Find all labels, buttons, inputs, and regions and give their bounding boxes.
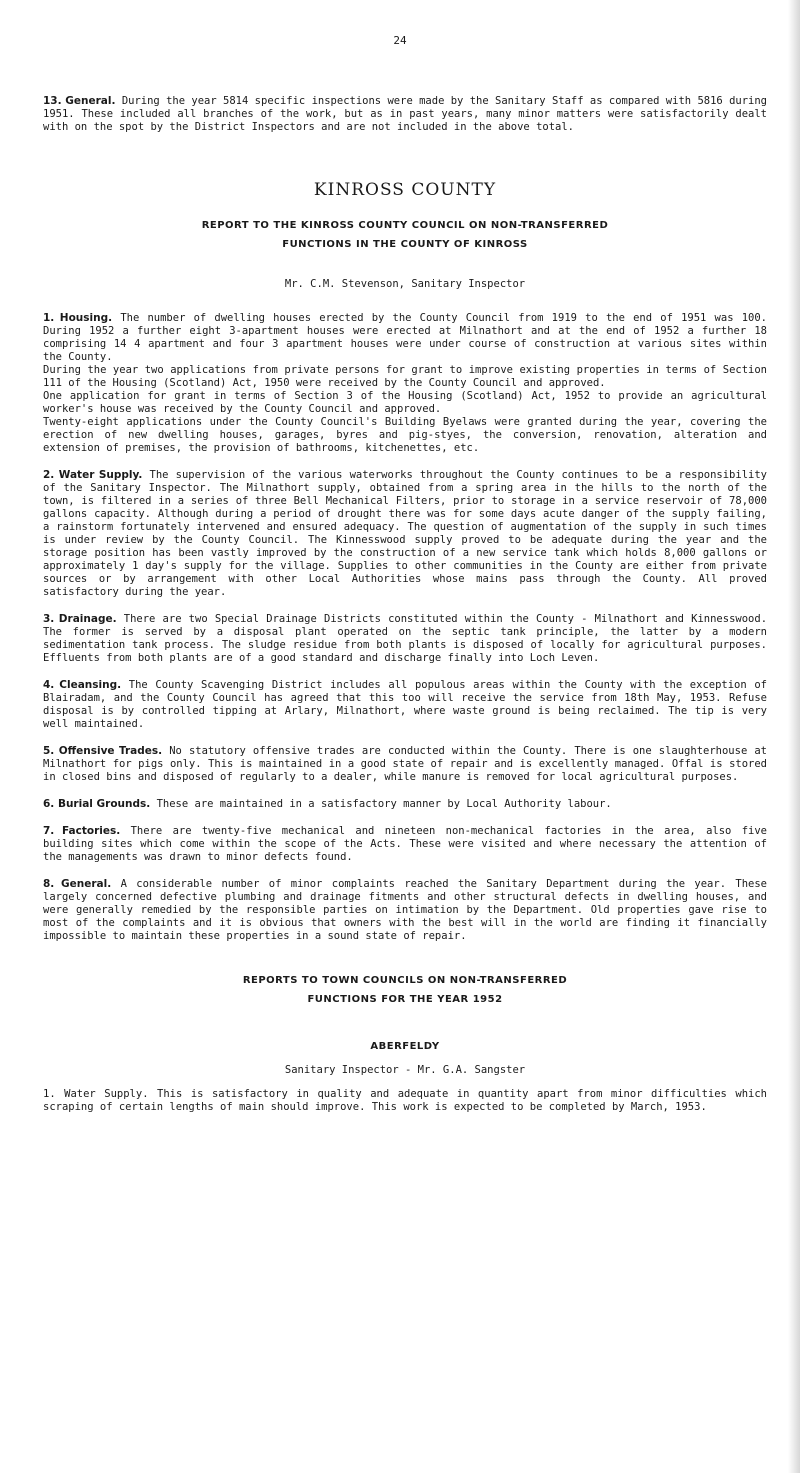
section-heading: 6. Burial Grounds. (43, 798, 151, 810)
section-cleansing (43, 679, 767, 731)
section-text: During the year two applications from private persons for grant to improve existing properties in terms of Section 111 of the Housing (Scotland) Act, 1950 were received by the County Council and approved. (43, 364, 767, 389)
section-burial-grounds (43, 798, 767, 811)
section-heading: 2. Water Supply. (43, 469, 143, 481)
section-text: The number of dwelling houses erected by the County Council from 1919 to the end of 1951 was 100. During 1952 a further eight 3-apartment houses were erected at Milnathort and at the end of 1952 a further 18 comprising 14 4 apartment and four 3 apartment houses were under course of construction at various sites within the County. (43, 312, 767, 363)
section-heading: 3. Drainage. (43, 613, 117, 625)
reports-heading-line-1: REPORTS TO TOWN COUNCILS ON NON-TRANSFERRED (242, 975, 568, 986)
burgh-byline: Sanitary Inspector - Mr. G.A. Sangster (284, 1064, 526, 1076)
section-text: The County Scavenging District includes all populous areas within the County with the exception of Blairadam, and the County Council has agreed that this too will receive the service from 18th May, 1953. Refuse disposal is by controlled tipping at Arlary, Milnathort, where waste ground is being reclaimed. The tip is very well maintained. (43, 679, 767, 730)
section-text: The supervision of the various waterworks throughout the County continues to be a responsibility of the Sanitary Inspector. The Milnathort supply, obtained from a spring area in the hills to the north of the town, is filtered in a series of three Bell Mechanical Filters, prior to storage in a service reservoir of 78,000 gallons capacity. Although during a period of drought there was for some days acute danger of the supply failing, a rainstorm fortunately intervened and ensured adequacy. The question of augmentation of the supply in such times is under review by the County Council. The Kinnesswood supply proved to be adequate during the year and the storage position has been vastly improved by the construction of a new service tank which holds 8,000 gallons or approximately 1 day's supply for the village. Supplies to other communities in the County are either from private sources or by arrangement with other Local Authorities whose mains pass through the County. All proved satisfactory during the year. (43, 469, 767, 598)
burgh-title: ABERFELDY (370, 1041, 440, 1052)
page-content (43, 95, 767, 1128)
intro-paragraph (43, 95, 767, 134)
section-text: No statutory offensive trades are conducted within the County. There is one slaughterhouse at Milnathort for pigs only. This is maintained in a good state of repair and is excellently managed. Offal is stored in closed bins and disposed of regularly to a dealer, while manure is removed for local agricultural purposes. (43, 745, 767, 783)
section-text: Twenty-eight applications under the County Council's Building Byelaws were granted during the year, covering the erection of new dwelling houses, garages, byres and pig-styes, the conversion, renovation, alteration and extension of premises, the provision of bathrooms, kitchenettes, etc. (43, 416, 767, 454)
aberfeldy-water-supply (43, 1088, 767, 1114)
report-byline: Mr. C.M. Stevenson, Sanitary Inspector (284, 278, 526, 290)
county-title: KINROSS COUNTY (313, 180, 497, 200)
section-drainage (43, 613, 767, 665)
section-heading: 4. Cleansing. (43, 679, 122, 691)
section-factories (43, 825, 767, 864)
section-heading: 8. General. (43, 878, 112, 890)
intro-heading: 13. General. (43, 95, 116, 107)
report-heading (43, 216, 767, 254)
section-heading: 7. Factories. (43, 825, 121, 837)
intro-text: During the year 5814 specific inspections were made by the Sanitary Staff as compared with 5816 during 1951. These included all branches of the work, but as in past years, many minor matters were satisfactorily dealt with on the spot by the District Inspectors and are not included in the above total. (43, 95, 767, 133)
section-text: A considerable number of minor complaints reached the Sanitary Department during the year. These largely concerned defective plumbing and drainage fitments and other structural defects in dwelling houses, and were generally remedied by the responsible parties on intimation by the Department. Old properties gave rise to most of the complaints and it is obvious that owners with the best will in the world are finding it financially impossible to maintain these properties in a sound state of repair. (43, 878, 767, 942)
section-general (43, 878, 767, 943)
section-water-supply (43, 469, 767, 599)
page-number: 24 (393, 34, 407, 47)
section-text: One application for grant in terms of Section 3 of the Housing (Scotland) Act, 1952 to provide an agricultural worker's house was received by the County Council and approved. (43, 390, 767, 415)
section-heading: 1. Housing. (43, 312, 113, 324)
section-text: These are maintained in a satisfactory manner by Local Authority labour. (156, 798, 612, 810)
section-heading: 5. Offensive Trades. (43, 745, 163, 757)
section-housing (43, 312, 767, 455)
scan-edge-shadow (788, 0, 800, 1473)
section-text: There are twenty-five mechanical and nineteen non-mechanical factories in the area, also five building sites which come within the scope of the Acts. These were visited and where necessary the attention of the managements was drawn to minor defects found. (43, 825, 768, 863)
report-heading-line-2: FUNCTIONS IN THE COUNTY OF KINROSS (282, 239, 528, 250)
report-heading-line-1: REPORT TO THE KINROSS COUNTY COUNCIL ON NON-TRANSFERRED (201, 220, 609, 231)
section-text: There are two Special Drainage Districts constituted within the County - Milnathort and Kinnesswood. The former is served by a disposal plant operated on the septic tank principle, the latter by a modern sedimentation tank process. The sludge residue from both plants is disposed of locally for agricultural purposes. Effluents from both plants are of a good standard and discharge finally into Loch Leven. (43, 613, 768, 664)
reports-heading-line-2: FUNCTIONS FOR THE YEAR 1952 (307, 994, 503, 1005)
reports-heading (43, 971, 767, 1009)
section-offensive-trades (43, 745, 767, 784)
section-text: This is satisfactory in quality and adequate in quantity apart from minor difficulties which scraping of certain lengths of main should improve. This work is expected to be completed by March, 1953. (43, 1088, 767, 1113)
section-heading: 1. Water Supply. (43, 1088, 149, 1100)
